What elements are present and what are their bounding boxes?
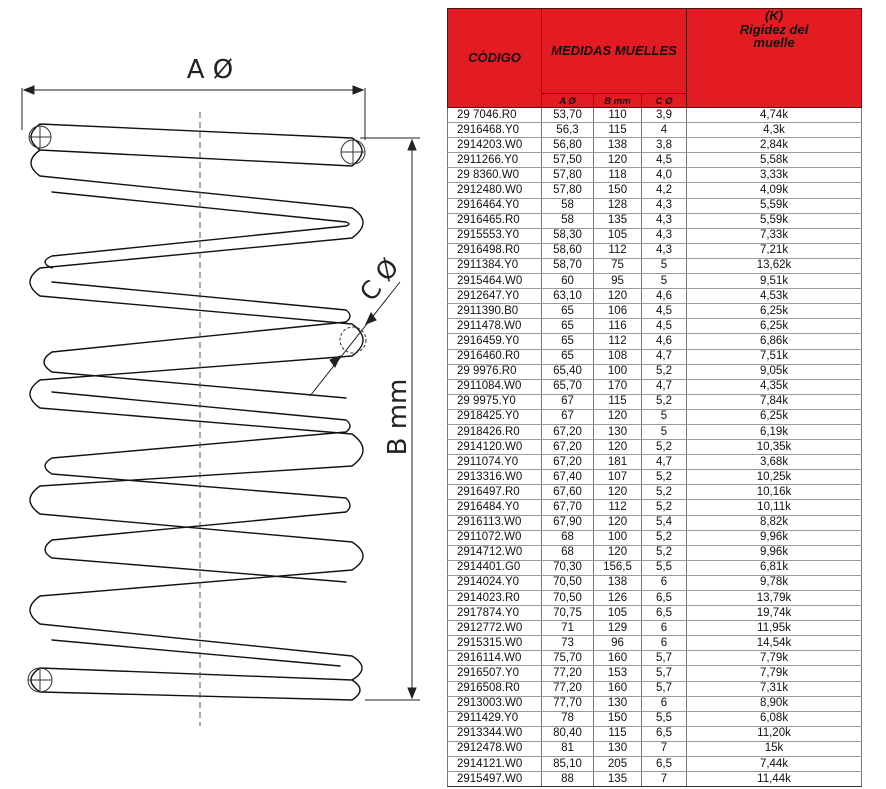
cell-a: 67,20 [542,440,594,455]
cell-a: 63,10 [542,289,594,304]
cell-c: 6,5 [642,591,687,606]
cell-codigo: 29 9975.Y0 [448,394,542,409]
cell-k: 6,25k [687,304,862,319]
table-row [448,123,862,138]
table-row [448,213,862,228]
cell-codigo: 2917874.Y0 [448,606,542,621]
cell-b: 96 [594,636,642,651]
table-row [448,138,862,153]
cell-k: 6,81k [687,560,862,575]
cell-c: 5,2 [642,364,687,379]
cell-b: 115 [594,123,642,138]
subheader-b: B mm [594,94,642,108]
cell-c: 4,7 [642,455,687,470]
table-row [448,591,862,606]
cell-c: 4,3 [642,243,687,258]
dimension-b-label: B mm [383,378,413,456]
cell-codigo: 2915464.W0 [448,274,542,289]
cell-b: 75 [594,258,642,273]
cell-a: 70,50 [542,575,594,590]
cell-a: 65 [542,319,594,334]
cell-codigo: 2911429.Y0 [448,711,542,726]
cell-b: 205 [594,757,642,772]
cell-b: 128 [594,198,642,213]
cell-b: 116 [594,319,642,334]
cell-b: 105 [594,228,642,243]
cell-a: 67 [542,394,594,409]
cell-codigo: 2915315.W0 [448,636,542,651]
cell-k: 11,20k [687,726,862,741]
cell-c: 5,2 [642,485,687,500]
cell-c: 4,6 [642,289,687,304]
cell-c: 4,3 [642,198,687,213]
header-rigidez [687,9,862,108]
cell-a: 67,20 [542,455,594,470]
cell-k: 3,33k [687,168,862,183]
cell-c: 5,2 [642,500,687,515]
cell-codigo: 29 8360.W0 [448,168,542,183]
cell-codigo: 2914023.R0 [448,591,542,606]
cell-c: 3,8 [642,138,687,153]
table-row [448,500,862,515]
cell-b: 107 [594,470,642,485]
cell-c: 5,4 [642,515,687,530]
cell-b: 138 [594,575,642,590]
cell-codigo: 2915497.W0 [448,772,542,787]
table-row [448,243,862,258]
table-row [448,636,862,651]
cell-k: 8,90k [687,696,862,711]
cell-codigo: 2911478.W0 [448,319,542,334]
cell-k: 6,86k [687,334,862,349]
table-row [448,364,862,379]
cell-codigo: 2916484.Y0 [448,500,542,515]
table-row [448,741,862,756]
cell-b: 112 [594,243,642,258]
cell-k: 13,79k [687,591,862,606]
cell-k: 7,31k [687,681,862,696]
cell-codigo: 2915553.Y0 [448,228,542,243]
cell-codigo: 2911390.B0 [448,304,542,319]
cell-c: 6,5 [642,726,687,741]
table-row [448,258,862,273]
cell-b: 120 [594,485,642,500]
header-rigidez-line1: (K) [764,8,784,23]
cell-a: 65,70 [542,379,594,394]
cell-codigo: 2911384.Y0 [448,258,542,273]
cell-b: 150 [594,711,642,726]
cell-k: 5,58k [687,153,862,168]
cell-b: 110 [594,108,642,123]
table-row [448,621,862,636]
cell-a: 57,80 [542,183,594,198]
dimension-a-label: A Ø [186,55,234,85]
cell-a: 65 [542,304,594,319]
cell-c: 4,7 [642,379,687,394]
cell-a: 67,90 [542,515,594,530]
cell-a: 80,40 [542,726,594,741]
cell-k: 7,84k [687,394,862,409]
cell-k: 7,44k [687,757,862,772]
table-row [448,681,862,696]
cell-k: 9,05k [687,364,862,379]
cell-b: 130 [594,741,642,756]
cell-b: 129 [594,621,642,636]
cell-b: 135 [594,772,642,787]
cell-k: 6,08k [687,711,862,726]
dimension-c-label: C Ø [353,253,405,307]
table-row [448,319,862,334]
cell-a: 58 [542,213,594,228]
table-row [448,228,862,243]
cell-a: 77,20 [542,681,594,696]
cell-b: 95 [594,274,642,289]
cell-codigo: 2916507.Y0 [448,666,542,681]
table-row [448,575,862,590]
cell-k: 5,59k [687,213,862,228]
cell-c: 4,3 [642,213,687,228]
cell-b: 120 [594,440,642,455]
cell-c: 4,3 [642,228,687,243]
cell-c: 4,5 [642,319,687,334]
cell-c: 5 [642,274,687,289]
cell-a: 67 [542,409,594,424]
header-rigidez-line2: Rigidez del [739,21,809,37]
spring-coil-outline [30,124,363,700]
table-row [448,409,862,424]
cell-codigo: 2914203.W0 [448,138,542,153]
cell-k: 3,68k [687,455,862,470]
cell-a: 67,70 [542,500,594,515]
table-header-row [448,9,862,94]
cell-a: 70,30 [542,560,594,575]
table-row [448,455,862,470]
header-codigo: CÒDIGO [448,9,542,108]
cell-a: 68 [542,530,594,545]
cell-codigo: 2916468.Y0 [448,123,542,138]
cell-codigo: 2911072.W0 [448,530,542,545]
table-row [448,530,862,545]
cell-c: 4,6 [642,334,687,349]
cell-k: 9,96k [687,530,862,545]
cell-c: 6 [642,636,687,651]
subheader-a: A Ø [542,94,594,108]
cell-codigo: 2918426.R0 [448,424,542,439]
cell-codigo: 2911074.Y0 [448,455,542,470]
cell-a: 67,40 [542,470,594,485]
cell-codigo: 2916113.W0 [448,515,542,530]
cell-a: 88 [542,772,594,787]
cell-k: 7,51k [687,349,862,364]
table-row [448,666,862,681]
cell-codigo: 2916114.W0 [448,651,542,666]
table-row [448,379,862,394]
cell-b: 170 [594,379,642,394]
cell-k: 10,11k [687,500,862,515]
cell-k: 15k [687,741,862,756]
cell-k: 8,82k [687,515,862,530]
cell-k: 11,95k [687,621,862,636]
cell-c: 7 [642,741,687,756]
table-row [448,485,862,500]
table-body [448,108,862,787]
cell-c: 3,9 [642,108,687,123]
cell-k: 5,59k [687,198,862,213]
cell-c: 6,5 [642,606,687,621]
cell-a: 81 [542,741,594,756]
cell-codigo: 2911266.Y0 [448,153,542,168]
header-medidas: MEDIDAS MUELLES [542,9,687,94]
cell-codigo: 2916465.R0 [448,213,542,228]
table-row [448,349,862,364]
cell-k: 9,96k [687,545,862,560]
cell-c: 5,2 [642,545,687,560]
cell-a: 57,50 [542,153,594,168]
cell-k: 14,54k [687,636,862,651]
cell-k: 4,09k [687,183,862,198]
cell-codigo: 29 9976.R0 [448,364,542,379]
cell-b: 112 [594,500,642,515]
spring-spec-table [447,8,862,787]
cell-a: 67,60 [542,485,594,500]
cell-c: 6 [642,696,687,711]
cell-c: 5,2 [642,440,687,455]
cell-b: 135 [594,213,642,228]
table-row [448,183,862,198]
cell-b: 156,5 [594,560,642,575]
cell-k: 10,25k [687,470,862,485]
cell-a: 71 [542,621,594,636]
cell-c: 4,7 [642,349,687,364]
table-row [448,334,862,349]
cell-codigo: 2913344.W0 [448,726,542,741]
cell-a: 85,10 [542,757,594,772]
cell-k: 4,3k [687,123,862,138]
cell-a: 58 [542,198,594,213]
cell-a: 56,80 [542,138,594,153]
cell-c: 7 [642,772,687,787]
cell-codigo: 2912772.W0 [448,621,542,636]
cell-codigo: 2914712.W0 [448,545,542,560]
cell-c: 5,7 [642,651,687,666]
cell-codigo: 2913316.W0 [448,470,542,485]
table-row [448,515,862,530]
cell-b: 130 [594,696,642,711]
cell-k: 9,51k [687,274,862,289]
cell-k: 11,44k [687,772,862,787]
cell-k: 2,84k [687,138,862,153]
table-row [448,545,862,560]
cell-a: 58,30 [542,228,594,243]
cell-c: 5,2 [642,530,687,545]
cell-b: 153 [594,666,642,681]
cell-k: 4,35k [687,379,862,394]
cell-codigo: 2916459.Y0 [448,334,542,349]
cell-k: 6,19k [687,424,862,439]
cell-c: 5,2 [642,470,687,485]
cell-k: 9,78k [687,575,862,590]
table-row [448,470,862,485]
cell-b: 108 [594,349,642,364]
cell-c: 6 [642,621,687,636]
subheader-c: C Ø [642,94,687,108]
cell-a: 65,40 [542,364,594,379]
cell-a: 70,50 [542,591,594,606]
cell-codigo: 2912647.Y0 [448,289,542,304]
cell-c: 4,2 [642,183,687,198]
cell-c: 5 [642,258,687,273]
table-row [448,304,862,319]
cell-a: 65 [542,334,594,349]
cell-k: 7,79k [687,651,862,666]
cell-c: 5,7 [642,681,687,696]
cell-c: 5,7 [642,666,687,681]
dimension-a [22,86,365,140]
cell-c: 5,5 [642,560,687,575]
table-row [448,394,862,409]
cell-k: 4,53k [687,289,862,304]
cell-k: 4,74k [687,108,862,123]
cell-b: 150 [594,183,642,198]
cell-a: 58,70 [542,258,594,273]
cell-k: 19,74k [687,606,862,621]
cell-b: 106 [594,304,642,319]
table-row [448,606,862,621]
cell-b: 120 [594,545,642,560]
table-row [448,153,862,168]
cell-codigo: 2914401.G0 [448,560,542,575]
cell-c: 6,5 [642,757,687,772]
table-row [448,108,862,123]
cell-a: 77,20 [542,666,594,681]
cell-b: 138 [594,138,642,153]
cell-b: 120 [594,153,642,168]
cell-b: 100 [594,364,642,379]
table-row [448,651,862,666]
table-row [448,424,862,439]
cell-b: 115 [594,394,642,409]
cell-b: 120 [594,409,642,424]
cell-b: 120 [594,515,642,530]
cell-k: 6,25k [687,409,862,424]
table-row [448,711,862,726]
cell-c: 5 [642,409,687,424]
cell-b: 160 [594,651,642,666]
cell-codigo: 2916460.R0 [448,349,542,364]
cell-a: 60 [542,274,594,289]
cell-b: 100 [594,530,642,545]
cell-b: 181 [594,455,642,470]
cell-a: 58,60 [542,243,594,258]
wire-end-markers [28,126,366,692]
table-row [448,696,862,711]
cell-codigo: 2916508.R0 [448,681,542,696]
cell-c: 4,5 [642,153,687,168]
cell-codigo: 2916464.Y0 [448,198,542,213]
cell-k: 13,62k [687,258,862,273]
cell-b: 105 [594,606,642,621]
cell-codigo: 2916498.R0 [448,243,542,258]
table-row [448,560,862,575]
cell-codigo: 2912480.W0 [448,183,542,198]
cell-a: 57,80 [542,168,594,183]
cell-c: 5,5 [642,711,687,726]
table-row [448,440,862,455]
cell-k: 7,33k [687,228,862,243]
cell-k: 10,16k [687,485,862,500]
cell-codigo: 2914120.W0 [448,440,542,455]
cell-a: 78 [542,711,594,726]
cell-c: 4,5 [642,304,687,319]
cell-codigo: 2914121.W0 [448,757,542,772]
cell-b: 160 [594,681,642,696]
cell-c: 4,0 [642,168,687,183]
cell-b: 130 [594,424,642,439]
cell-a: 53,70 [542,108,594,123]
table-row [448,274,862,289]
cell-codigo: 29 7046.R0 [448,108,542,123]
table-row [448,198,862,213]
cell-b: 118 [594,168,642,183]
table-row [448,726,862,741]
cell-codigo: 2914024.Y0 [448,575,542,590]
cell-c: 5 [642,424,687,439]
header-rigidez-line3: muelle [753,35,795,51]
cell-a: 77,70 [542,696,594,711]
cell-a: 73 [542,636,594,651]
cell-k: 7,21k [687,243,862,258]
cell-a: 75,70 [542,651,594,666]
table-row [448,168,862,183]
cell-c: 4 [642,123,687,138]
spring-technical-drawing [0,0,440,789]
cell-b: 115 [594,726,642,741]
cell-c: 5,2 [642,394,687,409]
cell-k: 6,25k [687,319,862,334]
cell-b: 126 [594,591,642,606]
cell-codigo: 2912478.W0 [448,741,542,756]
cell-k: 7,79k [687,666,862,681]
cell-codigo: 2911084.W0 [448,379,542,394]
table-row [448,289,862,304]
table-row [448,772,862,787]
cell-k: 10,35k [687,440,862,455]
cell-a: 67,20 [542,424,594,439]
cell-codigo: 2918425.Y0 [448,409,542,424]
cell-b: 120 [594,289,642,304]
cell-codigo: 2913003.W0 [448,696,542,711]
cell-codigo: 2916497.R0 [448,485,542,500]
cell-a: 56,3 [542,123,594,138]
cell-a: 65 [542,349,594,364]
table-row [448,757,862,772]
cell-a: 70,75 [542,606,594,621]
cell-a: 68 [542,545,594,560]
cell-b: 112 [594,334,642,349]
cell-c: 6 [642,575,687,590]
